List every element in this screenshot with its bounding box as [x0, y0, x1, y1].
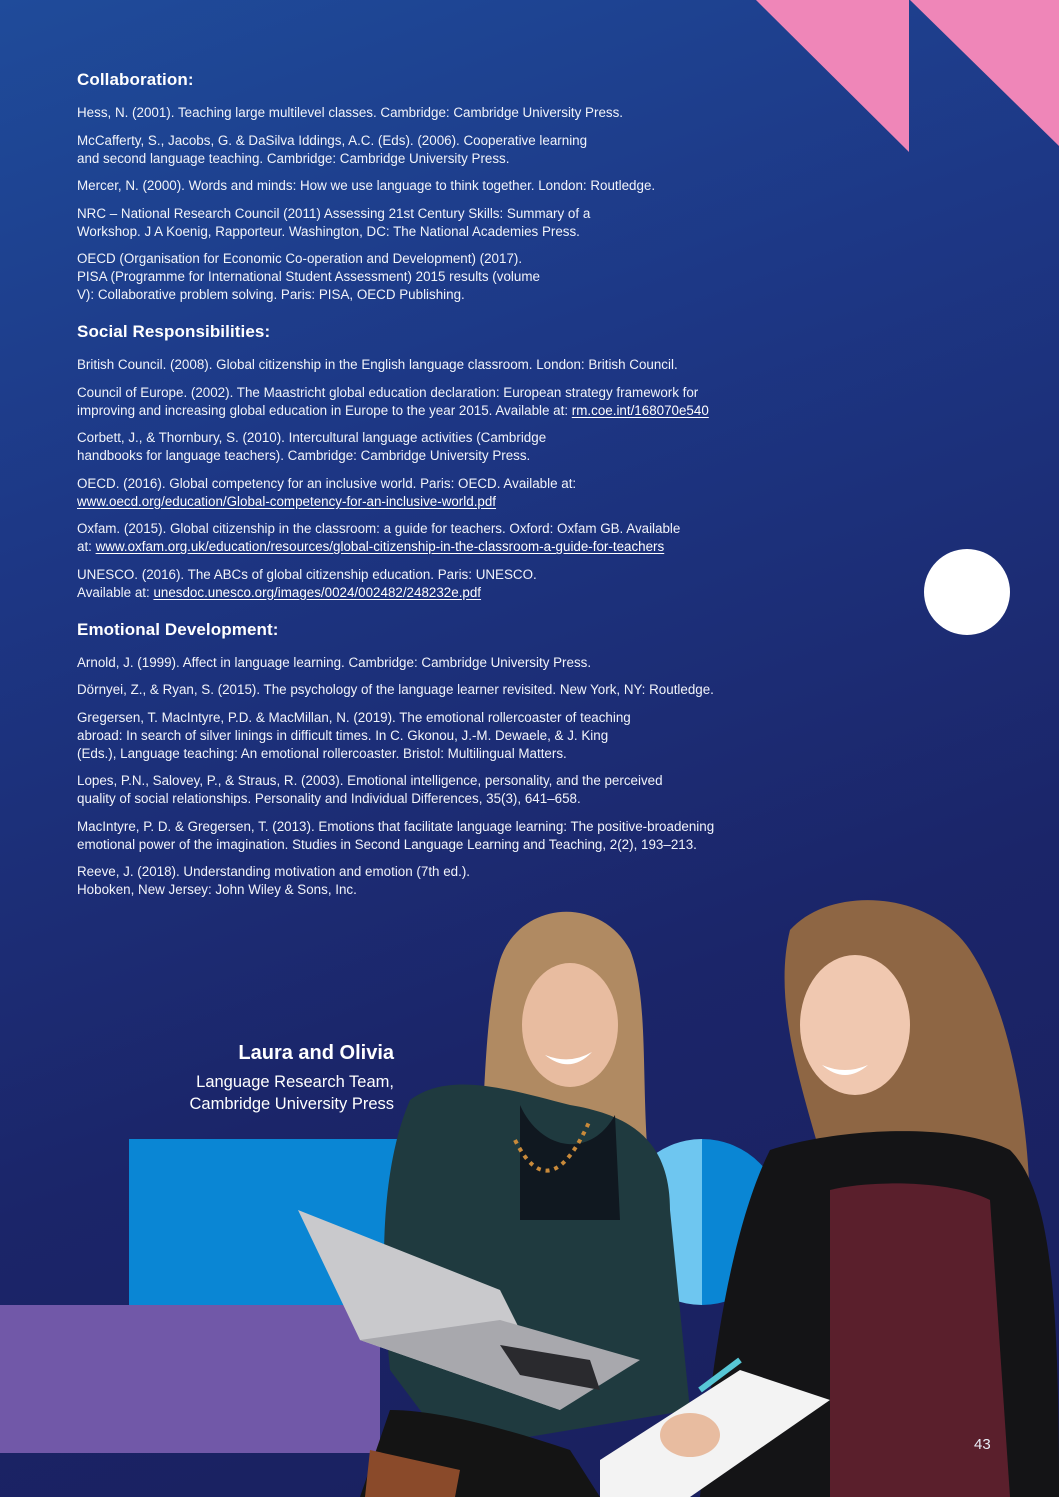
reference-item: NRC – National Research Council (2011) Assessing 21st Century Skills: Summary of a Workshop. J A Koenig, Rapporteur. Washington, DC: The National Academies Press. [77, 205, 591, 239]
references [77, 70, 797, 917]
section-title: Emotional Development: [77, 619, 279, 639]
reference-item: McCafferty, S., Jacobs, G. & DaSilva Iddings, A.C. (Eds). (2006). Cooperative learning and second language teaching. Cambridge: Cambridge University Press. [77, 132, 588, 166]
team-photo [270, 890, 1059, 1497]
section-social-responsibilities [77, 322, 797, 602]
page-number: 43 [974, 1436, 991, 1453]
section-collaboration [77, 70, 797, 304]
reference-item: OECD. (2016). Global competency for an inclusive world. Paris: OECD. Available at: www.oecd.org/education/Global-competency-for-an-inclusive-world.pdf [77, 475, 577, 509]
section-title: Social Responsibilities: [77, 322, 271, 341]
reference-item: Corbett, J., & Thornbury, S. (2010). Intercultural language activities (Cambridge handbooks for language teachers). Cambridge: Cambridge University Press. [77, 430, 547, 463]
reference-item: Lopes, P.N., Salovey, P., & Straus, R. (2003). Emotional intelligence, personality, and the perceived quality of social relationships. Personality and Individual Differences, 35(3), 641–658. [77, 773, 663, 806]
reference-link[interactable]: www.oxfam.org.uk/education/resources/global-citizenship-in-the-classroom-a-guide-for-teachers [95, 539, 665, 554]
white-circle-decoration [924, 549, 1010, 635]
reference-item: Dörnyei, Z., & Ryan, S. (2015). The psychology of the language learner revisited. New York, NY: Routledge. [77, 682, 714, 697]
reference-item: Gregersen, T. MacIntyre, P.D. & MacMillan, N. (2019). The emotional rollercoaster of teaching abroad: In search of silver linings in difficult times. In C. Gkonou, J.-M. Dewaele, & J. King (Eds.), Language teaching: An emotional rollercoaster. Bristol: Multilingual Matters. [77, 709, 631, 761]
reference-item: Oxfam. (2015). Global citizenship in the classroom: a guide for teachers. Oxford: Oxfam GB. Available at: www.oxfam.org.uk/education/resources/global-citizenship-in-the-classroom-a-guide-for-teachers [77, 521, 681, 554]
reference-item: Arnold, J. (1999). Affect in language learning. Cambridge: Cambridge University Press. [77, 654, 592, 670]
reference-item: Council of Europe. (2002). The Maastricht global education declaration: European strategy framework for improving and increasing global education in Europe to the year 2015. Available at: rm.coe.int/168070e540 [77, 384, 709, 418]
reference-item: OECD (Organisation for Economic Co-operation and Development) (2017). PISA (Programme for International Student Assessment) 2015 results (volume V): Collaborative problem solving. Paris: PISA, OECD Publishing. [77, 251, 540, 302]
caption-name: Laura and Olivia [238, 1042, 394, 1064]
reference-item: UNESCO. (2016). The ABCs of global citizenship education. Paris: UNESCO. Available at: unesdoc.unesco.org/images/0024/002482/248232e.pdf [77, 566, 537, 600]
photo-caption [190, 1042, 394, 1115]
section-emotional-development [77, 620, 797, 900]
reference-link[interactable]: rm.coe.int/168070e540 [571, 402, 709, 418]
pink-triangle-decoration-right [910, 0, 1059, 146]
reference-item: Mercer, N. (2000). Words and minds: How we use language to think together. London: Routledge. [77, 178, 656, 193]
section-title: Collaboration: [77, 70, 194, 89]
reference-item: MacIntyre, P. D. & Gregersen, T. (2013). Emotions that facilitate language learning: The positive-broadening emotional power of the imagination. Studies in Second Language Learning and Teaching, 2(2), 193–213. [77, 818, 715, 852]
reference-link[interactable]: unesdoc.unesco.org/images/0024/002482/248232e.pdf [153, 584, 482, 600]
caption-role: Language Research Team, Cambridge University Press [189, 1073, 394, 1113]
reference-item: British Council. (2008). Global citizenship in the English language classroom. London: British Council. [77, 357, 678, 372]
reference-item: Reeve, J. (2018). Understanding motivation and emotion (7th ed.). Hoboken, New Jersey: John Wiley & Sons, Inc. [77, 864, 471, 897]
reference-item: Hess, N. (2001). Teaching large multilevel classes. Cambridge: Cambridge University Press. [77, 105, 624, 120]
reference-link[interactable]: www.oecd.org/education/Global-competency-for-an-inclusive-world.pdf [77, 493, 497, 509]
